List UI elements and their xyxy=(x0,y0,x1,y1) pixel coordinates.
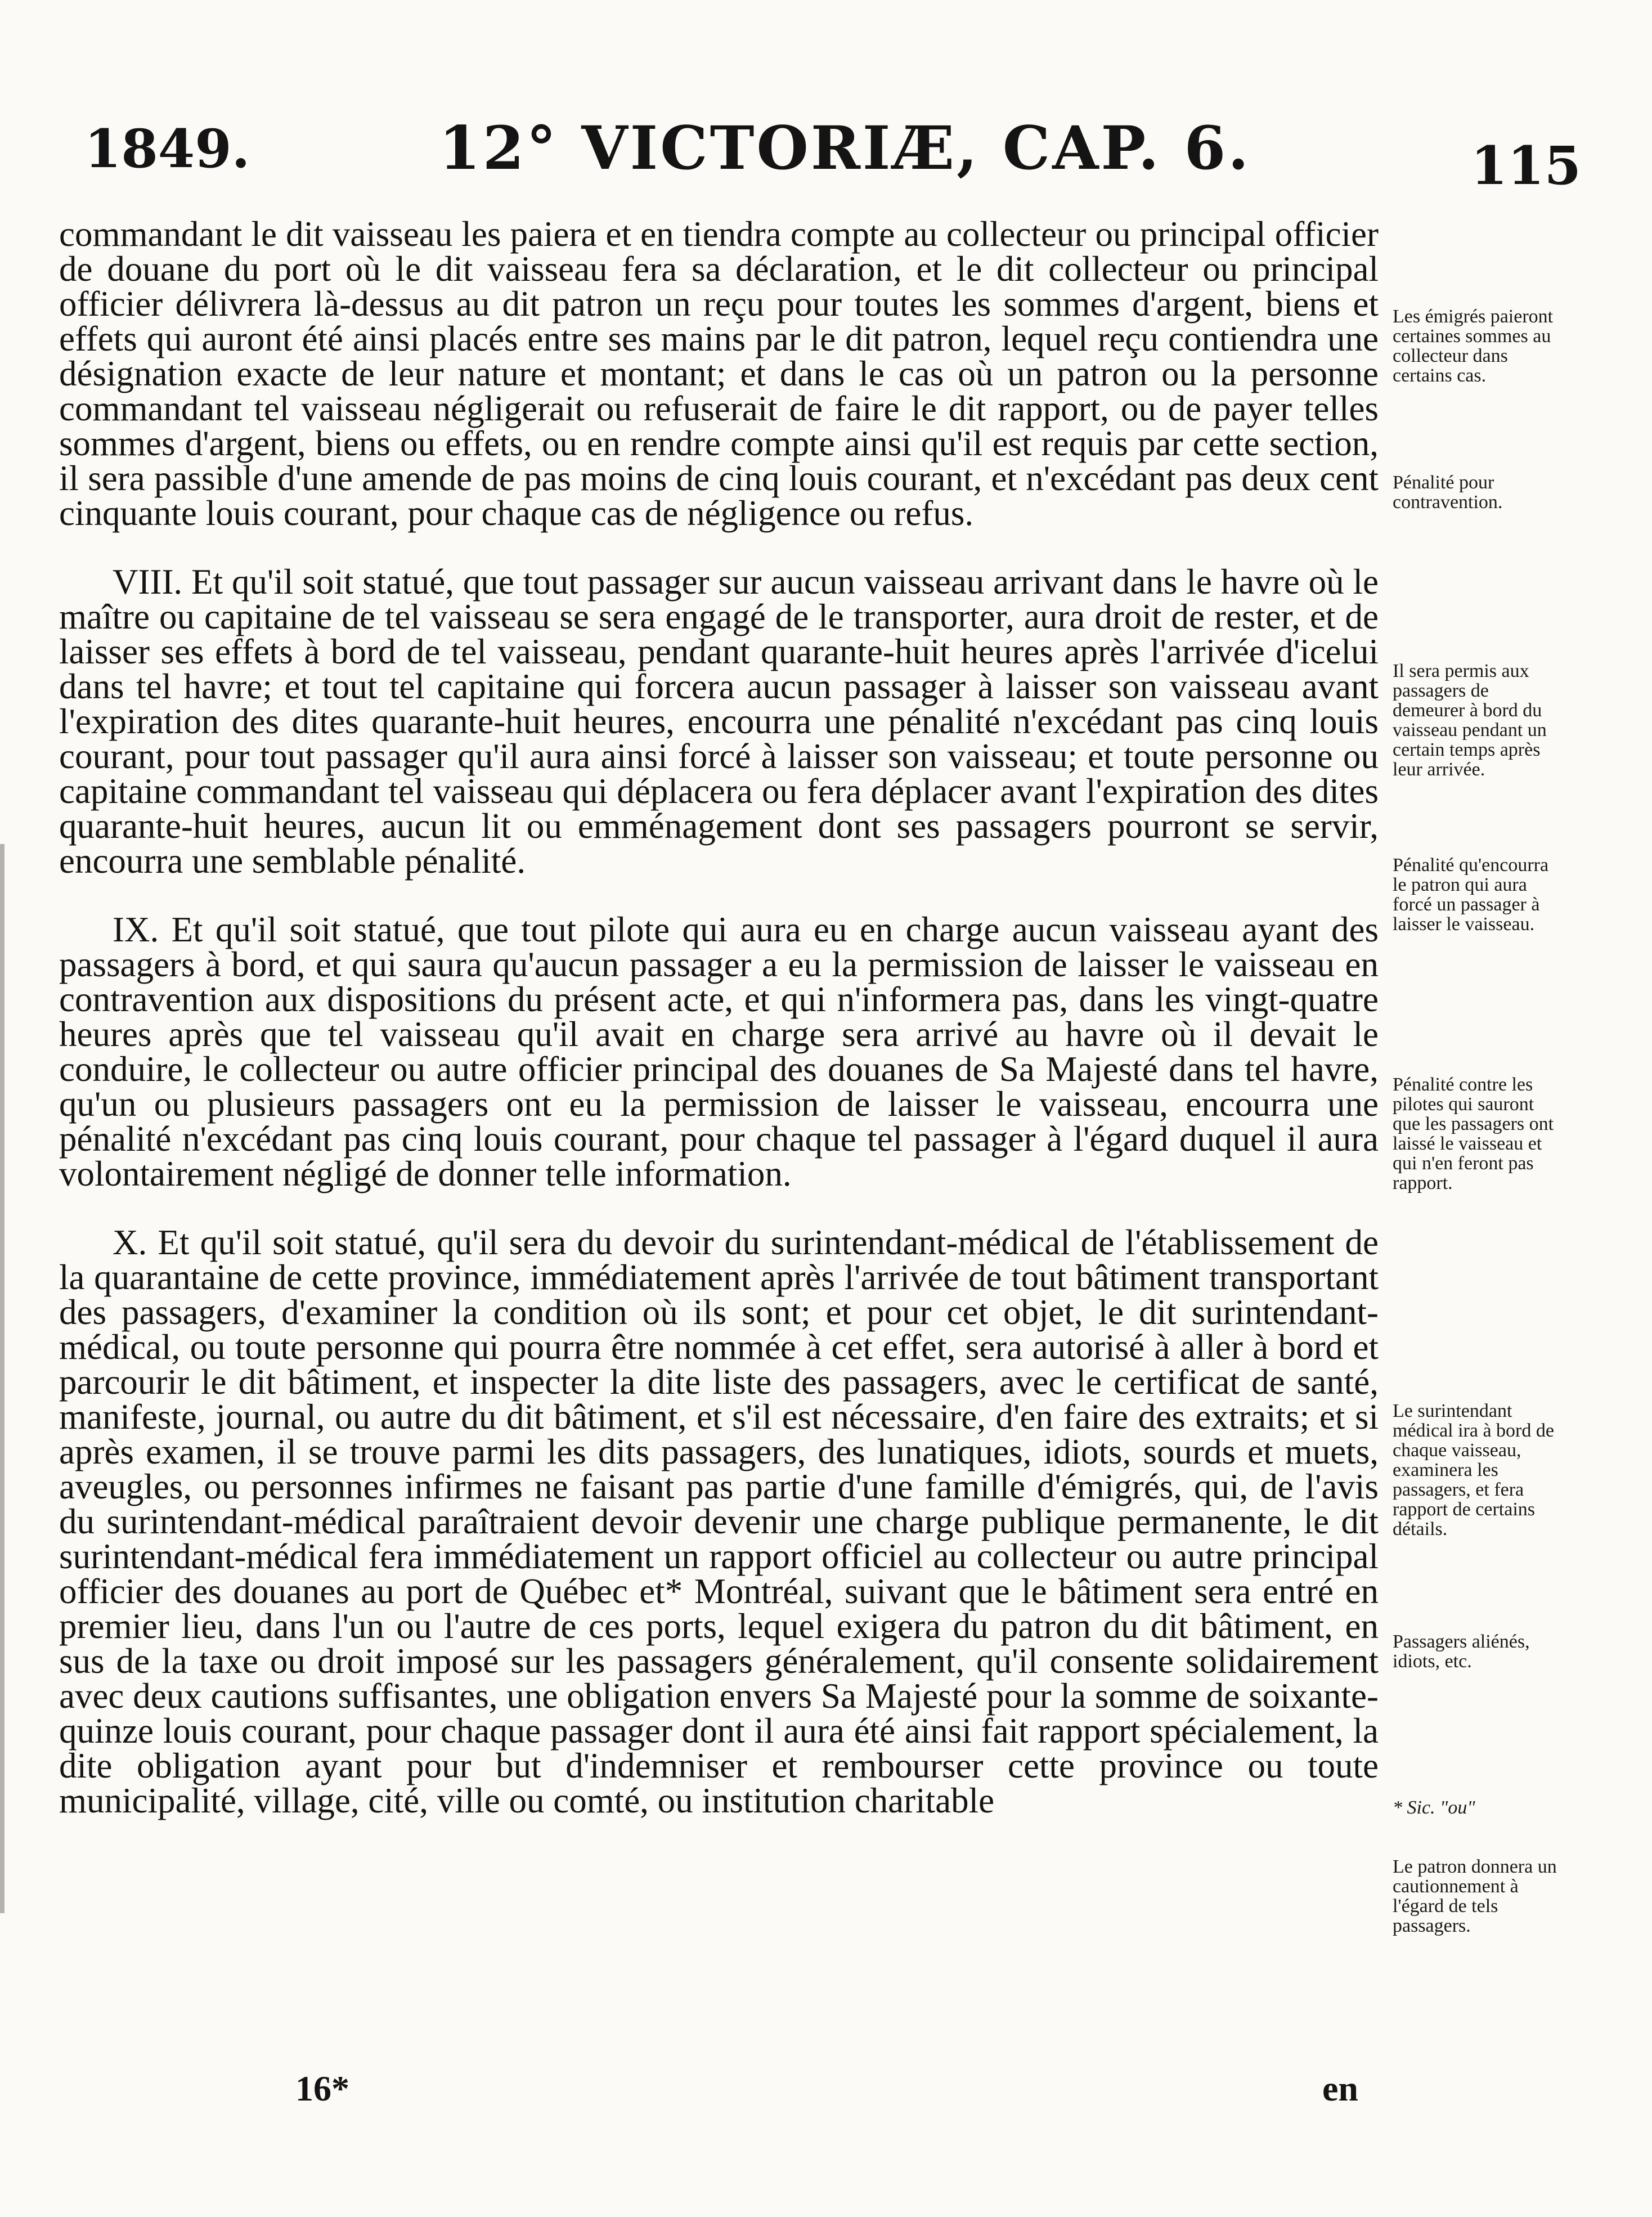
sidenote-passagers-alienes: Passagers aliénés, idiots, etc. xyxy=(1393,1631,1530,1672)
sidenote-sic: * Sic. "ou" xyxy=(1393,1797,1475,1818)
page-edge-shadow xyxy=(0,844,5,1913)
paragraph-section-viii: VIII. Et qu'il soit statué, que tout passager sur aucun vaisseau arrivant dans le havre où le maître ou capitaine de tel vaisseau se sera engagé de le transporter, aura droit de rester, et de laisser ses effets à bord de tel vaisseau, pendant quarante-huit heures après l'arrivée d'icelui dans tel havre; et tout tel capitaine qui forcera aucun passager à laisser son vaisseau avant l'expiration des dites quarante-huit heures, encourra une pénalité n'excédant pas cinq louis courant, pour tout passager qu'il aura ainsi forcé à laisser son vaisseau; et toute personne ou capitaine commandant tel vaisseau qui déplacera ou fera déplacer avant l'expiration des dites quarante-huit heures, aucun lit ou emménagement dont ses passagers pourront se servir, encourra une semblable pénalité. xyxy=(59,562,1379,881)
paragraph-continuation: commandant le dit vaisseau les paiera et en tiendra compte au collecteur ou principal officier de douane du port où le dit vaisseau fera sa déclaration, et le dit collecteur ou principal officier délivrera là-dessus au dit patron un reçu pour toutes les sommes d'argent, biens et effets qui auront été ainsi placés entre ses mains par le dit patron, lequel reçu contiendra une désignation exacte de leur nature et montant; et dans le cas où un patron ou la personne commandant tel vaisseau négligerait ou refuserait de faire le dit rapport, ou de payer telles sommes d'argent, biens ou effets, ou en rendre compte ainsi qu'il est requis par cette section, il sera passible d'une amende de pas moins de cinq louis courant, et n'excédant pas deux cent cinquante louis courant, pour chaque cas de négligence ou refus. xyxy=(59,214,1379,533)
catchword: en xyxy=(1322,2068,1358,2108)
page-header xyxy=(84,113,1581,203)
paragraph-section-x: X. Et qu'il soit statué, qu'il sera du devoir du surintendant-médical de l'établissement de la quarantaine de cette province, immédiatement après l'arrivée de tout bâtiment transportant des passagers, d'examiner la condition où ils sont; et pour cet objet, le dit surintendant-médical, ou toute personne qui pourra être nommée à cet effet, sera autorisé à aller à bord et parcourir le dit bâtiment, et inspecter la dite liste des passagers, avec le certificat de santé, manifeste, journal, ou autre du dit bâtiment, et s'il est nécessaire, d'en faire des extraits; et si après examen, il se trouve parmi les dits passagers, des lunatiques, idiots, sourds et muets, aveugles, ou personnes infirmes ne faisant pas partie d'une famille d'émigrés, qui, de l'avis du surintendant-médical paraîtraient devoir devenir une charge publique permanente, le dit surintendant-médical fera immédiatement un rapport officiel au collecteur ou autre principal officier des douanes au port de Québec et* Montréal, suivant que le bâtiment sera entré en premier lieu, dans l'un ou l'autre de ces ports, lequel exigera du patron du dit bâtiment, en sus de la taxe ou droit imposé sur les passagers généralement, qu'il consente solidairement avec deux cautions suffisantes, une obligation envers Sa Majesté pour la somme de soixante-quinze louis courant, pour chaque passager dont il aura été ainsi fait rapport spécialement, la dite obligation ayant pour but d'indemniser et rembourser cette province ou toute municipalité, village, cité, ville ou comté, ou institution charitable xyxy=(59,1223,1379,1820)
sidenote-permis-demeurer: Il sera permis aux passagers de demeurer à bord du vaisseau pendant un certain temps après leur arrivée. xyxy=(1393,661,1547,780)
sidenote-cautionnement: Le patron donnera un cautionnement à l'égard de tels passagers. xyxy=(1393,1856,1557,1936)
sidenote-penalite-contravention: Pénalité pour contravention. xyxy=(1393,472,1503,513)
page-number: 115 xyxy=(1470,135,1581,197)
sidenote-surintendant: Le surintendant médical ira à bord de chaque vaisseau, examinera les passagers, et fera rapport de certains détails. xyxy=(1393,1401,1554,1540)
sidenote-penalite-patron: Pénalité qu'encourra le patron qui aura forcé un passager à laisser le vaisseau. xyxy=(1393,855,1549,935)
sidenote-penalite-pilotes: Pénalité contre les pilotes qui sauront que les passagers ont laissé le vaisseau et qui n'en feront pas rapport. xyxy=(1393,1074,1554,1193)
sidenote-emigres-paieront: Les émigrés paieront certaines sommes au collecteur dans certains cas. xyxy=(1393,306,1554,386)
main-text-column xyxy=(59,214,1379,1820)
header-year: 1849. xyxy=(84,118,250,180)
signature-mark: 16* xyxy=(295,2068,349,2108)
header-title: 12° VICTORIÆ, CAP. 6. xyxy=(439,113,1251,183)
paragraph-section-ix: IX. Et qu'il soit statué, que tout pilote qui aura eu en charge aucun vaisseau ayant des passagers à bord, et qui saura qu'aucun passager a eu la permission de laisser le vaisseau en contravention aux dispositions du présent acte, et qui n'informera pas, dans les vingt-quatre heures après que tel vaisseau qu'il avait en charge sera arrivé au havre où il devait le conduire, le collecteur ou autre officier principal des douanes de Sa Majesté dans tel havre, qu'un ou plusieurs passagers ont eu la permission de laisser le vaisseau, encourra une pénalité n'excédant pas cinq louis courant, pour chaque tel passager à l'égard duquel il aura volontairement négligé de donner telle information. xyxy=(59,910,1379,1193)
